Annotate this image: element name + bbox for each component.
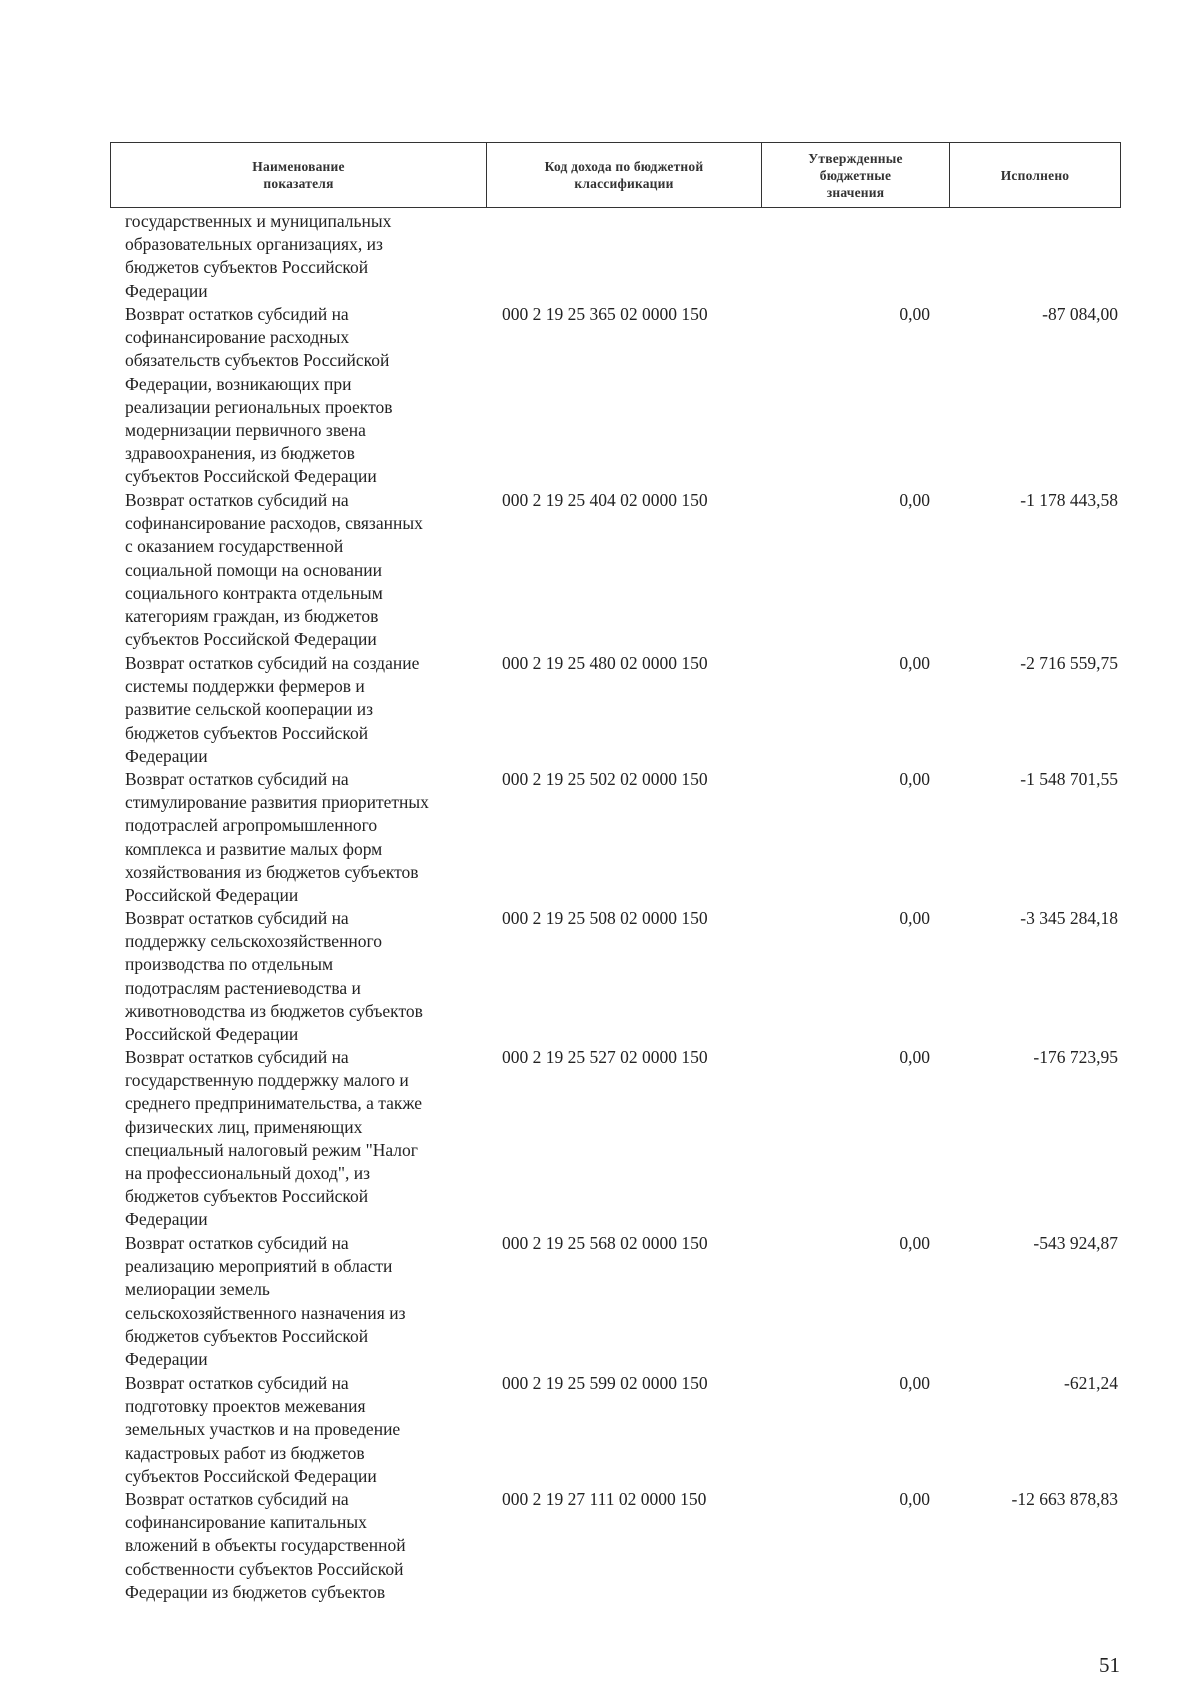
row-code: 000 2 19 25 508 02 0000 150	[502, 908, 708, 928]
row-name: Возврат остатков субсидий на стимулирование развития приоритетных подотраслей агропромышленного комплекса и развитие малых форм хозяйствования из бюджетов субъектов Российской Федерации	[125, 769, 429, 906]
row-executed: -1 178 443,58	[1020, 490, 1118, 510]
row-code: 000 2 19 25 568 02 0000 150	[502, 1233, 708, 1253]
row-executed: -87 084,00	[1042, 304, 1118, 324]
row-executed: -2 716 559,75	[1020, 653, 1118, 673]
row-approved: 0,00	[899, 1233, 930, 1253]
row-name: Возврат остатков субсидий на подготовку проектов межевания земельных участков и на проведение кадастровых работ из бюджетов субъектов Российской Федерации	[125, 1373, 401, 1486]
row-code: 000 2 19 25 599 02 0000 150	[502, 1373, 708, 1393]
row-name: Возврат остатков субсидий на реализацию мероприятий в области мелиорации земель сельскохозяйственного назначения из бюджетов субъектов Российской Федерации	[125, 1233, 406, 1370]
row-approved: 0,00	[899, 908, 930, 928]
row-approved: 0,00	[899, 1373, 930, 1393]
row-approved: 0,00	[899, 304, 930, 324]
row-code: 000 2 19 27 111 02 0000 150	[502, 1489, 707, 1509]
table-header	[110, 142, 1121, 208]
header-name-column: Наименование показателя	[111, 143, 487, 208]
row-code: 000 2 19 25 404 02 0000 150	[502, 490, 708, 510]
row-executed: -1 548 701,55	[1020, 769, 1118, 789]
header-code-column: Код дохода по бюджетной классификации	[487, 143, 762, 208]
row-executed: -12 663 878,83	[1011, 1489, 1118, 1509]
row-executed: -621,24	[1064, 1373, 1118, 1393]
row-executed: -543 924,87	[1033, 1233, 1118, 1253]
row-approved: 0,00	[899, 653, 930, 673]
row-name: Возврат остатков субсидий на поддержку сельскохозяйственного производства по отдельным подотраслям растениеводства и животноводства из бюджетов субъектов Российской Федерации	[125, 908, 423, 1045]
row-approved: 0,00	[899, 1489, 930, 1509]
continuation-text: государственных и муниципальных образовательных организациях, из бюджетов субъектов Российской Федерации	[125, 211, 392, 301]
row-name: Возврат остатков субсидий на софинансирование расходных обязательств субъектов Российской Федерации, возникающих при реализации региональных проектов модернизации первичного звена здравоохранения, из бюджетов субъектов Российской Федерации	[125, 304, 393, 487]
row-executed: -176 723,95	[1033, 1047, 1118, 1067]
row-approved: 0,00	[899, 769, 930, 789]
row-name: Возврат остатков субсидий на создание системы поддержки фермеров и развитие сельской кооперации из бюджетов субъектов Российской Федерации	[125, 653, 420, 766]
row-name: Возврат остатков субсидий на софинансирование расходов, связанных с оказанием государственной социальной помощи на основании социального контракта отдельным категориям граждан, из бюджетов субъектов Российской Федерации	[125, 490, 423, 650]
row-code: 000 2 19 25 527 02 0000 150	[502, 1047, 708, 1067]
row-approved: 0,00	[899, 490, 930, 510]
row-name: Возврат остатков субсидий на софинансирование капитальных вложений в объекты государственной собственности субъектов Российской Федерации из бюджетов субъектов	[125, 1489, 406, 1602]
row-approved: 0,00	[899, 1047, 930, 1067]
header-executed-column: Исполнено	[950, 143, 1121, 208]
row-code: 000 2 19 25 502 02 0000 150	[502, 769, 708, 789]
header-approved-column: Утвержденные бюджетные значения	[762, 143, 950, 208]
row-code: 000 2 19 25 365 02 0000 150	[502, 304, 708, 324]
row-code: 000 2 19 25 480 02 0000 150	[502, 653, 708, 673]
row-name: Возврат остатков субсидий на государственную поддержку малого и среднего предпринимательства, а также физических лиц, применяющих специальный налоговый режим "Налог на профессиональный доход", из бюджетов субъектов Российской Федерации	[125, 1047, 422, 1230]
row-executed: -3 345 284,18	[1020, 908, 1118, 928]
page-number: 51	[1099, 1653, 1120, 1677]
